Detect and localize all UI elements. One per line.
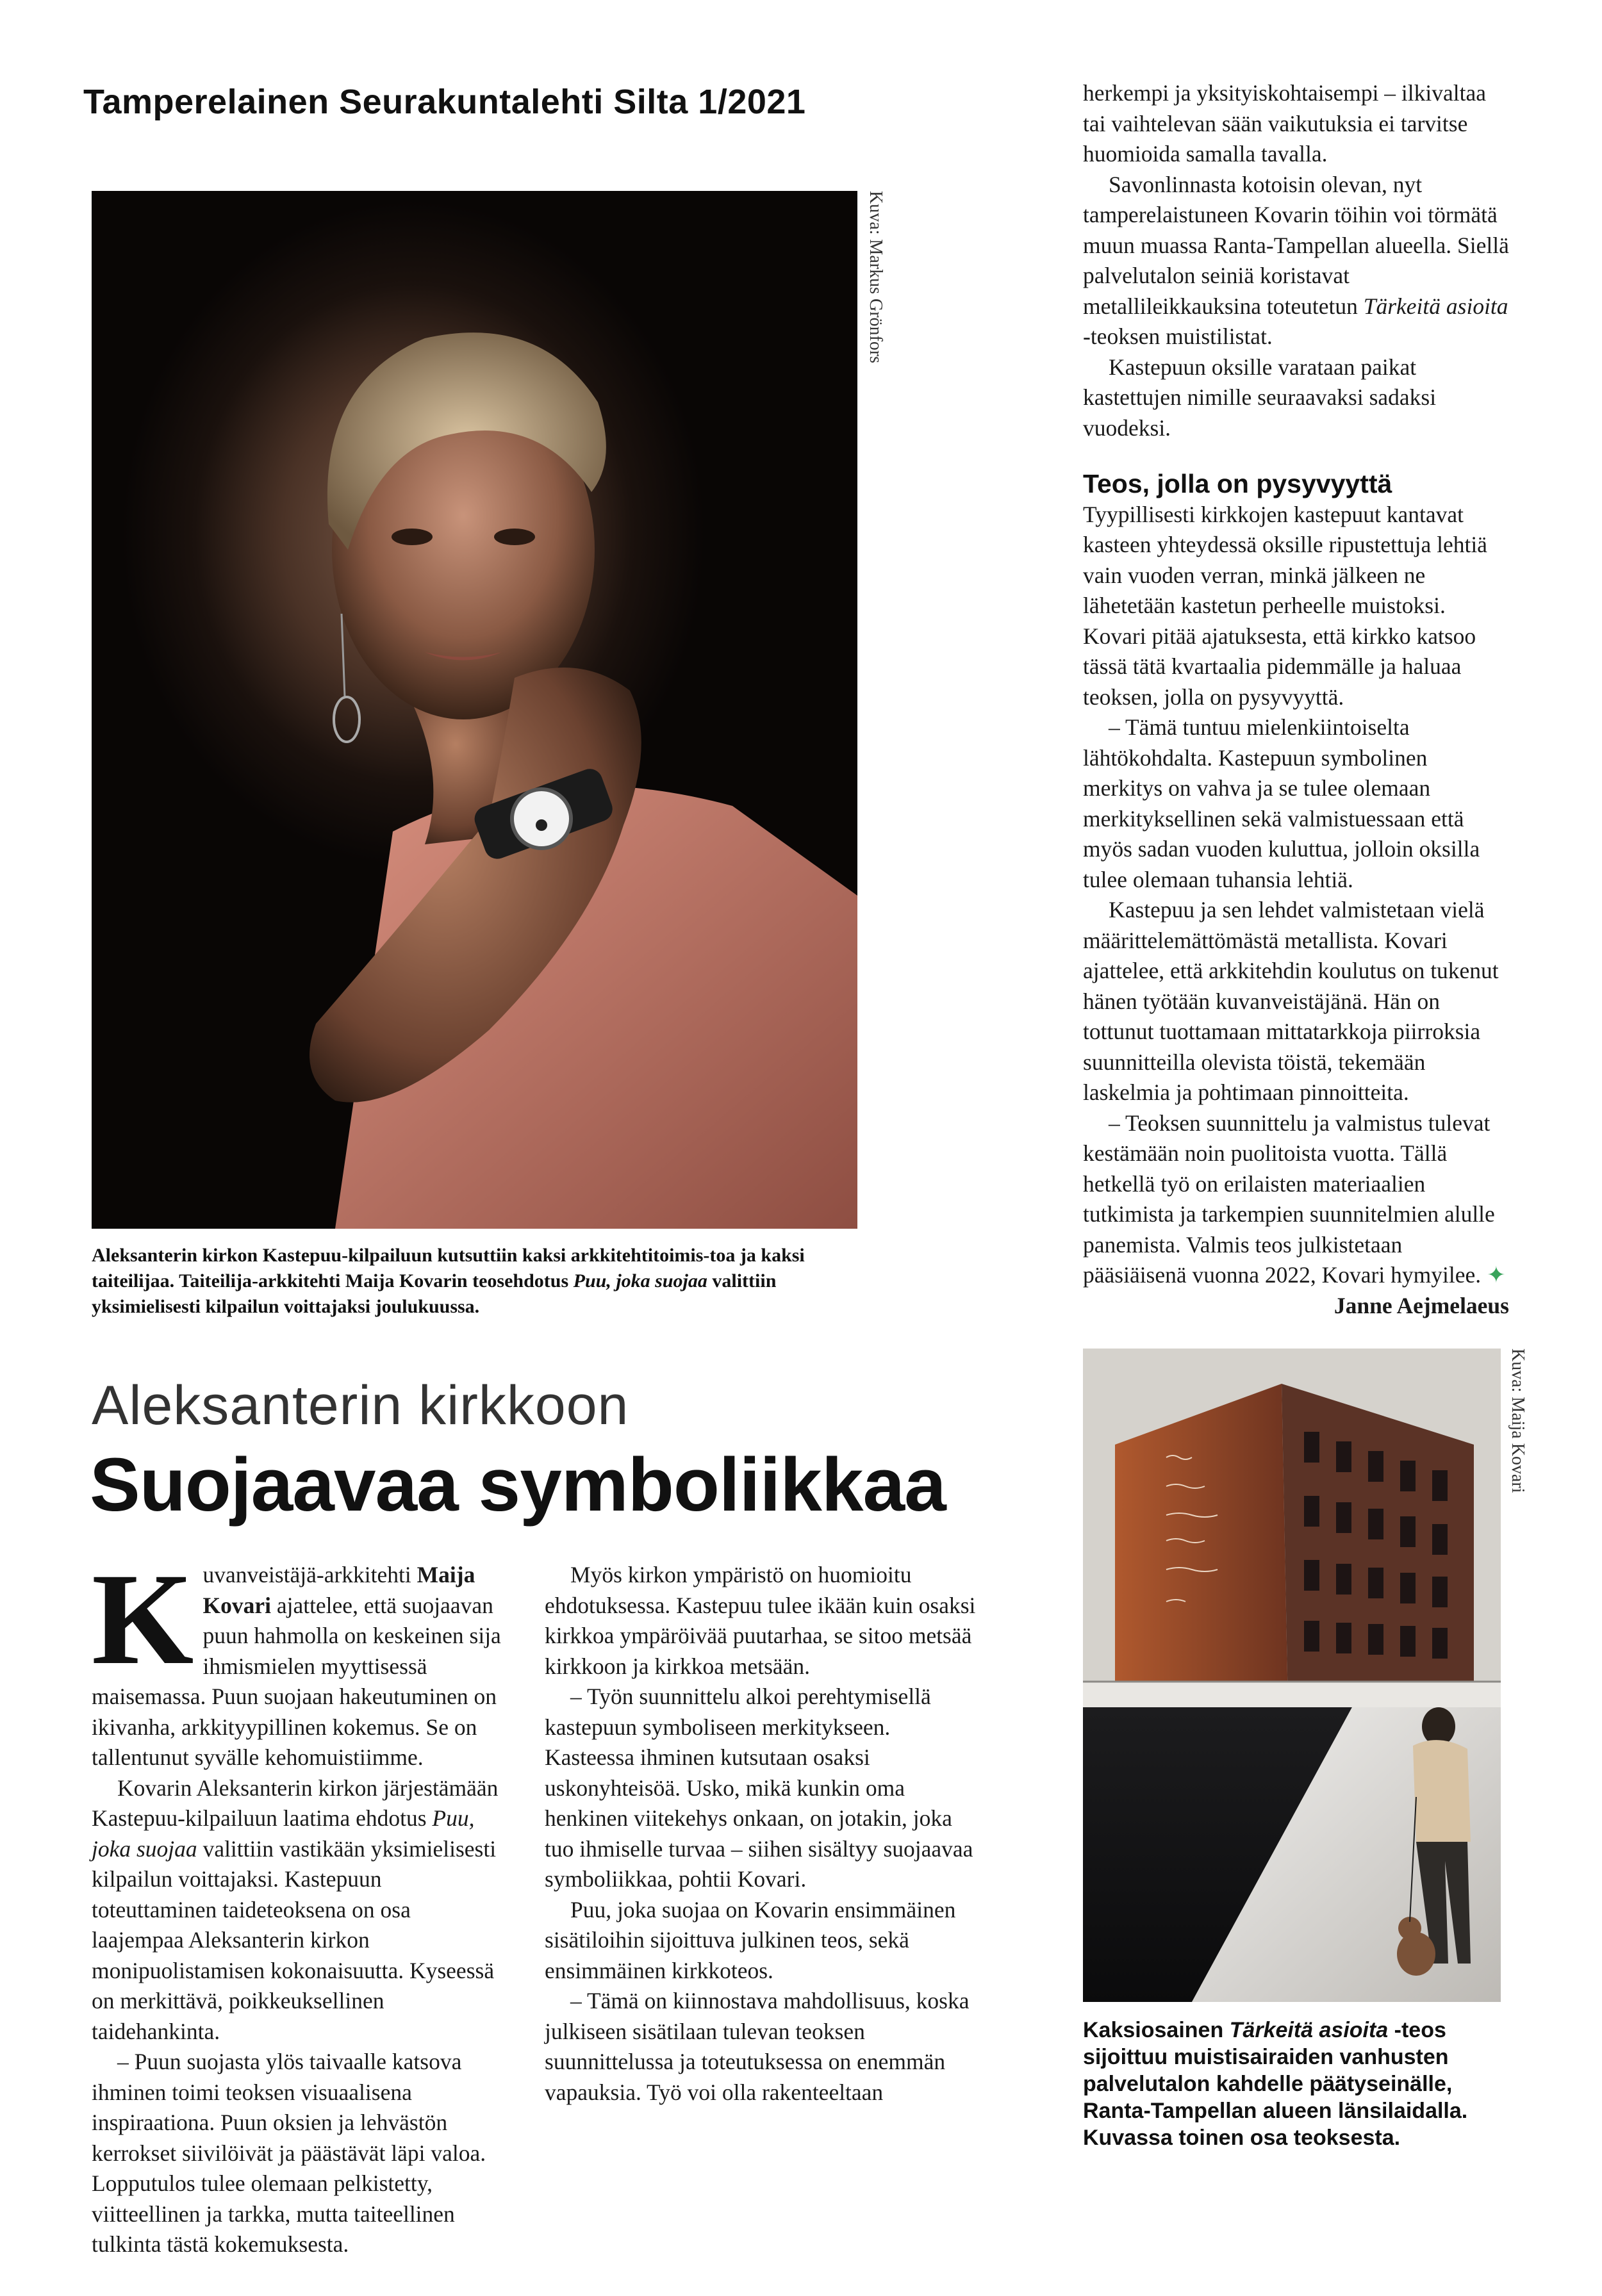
drop-cap: K — [92, 1546, 194, 1692]
section-subheading: Teos, jolla on pysyvyyttä — [1083, 469, 1392, 498]
photo-caption: Aleksanterin kirkon Kastepuu-kilpailuun kutsuttiin kaksi arkkitehtitoimis-toa ja kaksi taiteilijaa. Taiteilija-arkkitehti Maija Kovarin teosehdotus Puu, joka suojaa valittiin yksimielisesti kilpailun voittajaksi joulukuussa. — [92, 1245, 805, 1317]
author-byline: Janne Aejmelaeus — [1334, 1292, 1509, 1318]
article-paragraph: – Tämä tuntuu mielenkiintoiselta lähtökohdalta. Kastepuun symbolinen merkitys on vahva ja se tulee olemaan merkityksellinen sekä valmistuessaan että myös sadan vuoden kuluttua, jolloin oksilla tulee olemaan tuhansia lehtiä. — [1083, 714, 1480, 892]
article-paragraph: Kastepuu ja sen lehdet valmistetaan vielä määrittelemättömästä metallista. Kovari ajattelee, että arkkitehdin koulutus on tukenut hänen työtään kuvanveistäjänä. Hän on tottunut tuottamaan mittatarkkoja piirroksia suunnitteilla olevista töistä, tekemään laskelmia ja pohtimaan pinnoitteita. — [1083, 897, 1499, 1105]
article-paragraph: – Tämä on kiinnostava mahdollisuus, koska julkiseen sisätilaan tulevan teoksen suunnittelussa ja toteutuksessa on enemmän vapauksia. Työ voi olla rakenteeltaan — [545, 1988, 970, 2105]
portrait-illustration — [92, 191, 857, 1229]
article-paragraph: Myös kirkon ympäristö on huomioitu ehdotuksessa. Kastepuu tulee ikään kuin osaksi kirkkoa ympäröivää puutarhaa, se sitoo metsää kirkkoon ja kirkkoa metsään. — [545, 1562, 976, 1679]
article-column-1 — [92, 1546, 505, 2260]
article-paragraph: Kastepuun oksille varataan paikat kastettujen nimille seuraavaksi sadaksi vuodeksi. — [1083, 354, 1437, 441]
article-paragraph: Tyypillisesti kirkkojen kastepuut kantavat kasteen yhteydessä oksille ripustettuja lehtiä vain vuoden verran, minkä jälkeen ne lähetetään kastetun perheelle muistoksi. Kovari pitää ajatuksesta, että kirkko katsoo tässä tätä kvartaalia pidemmälle ja haluaa teoksen, jolla on pysyvyyttä. — [1083, 501, 1487, 710]
photo-credit: Kuva: Markus Grönfors — [866, 191, 886, 364]
building-illustration — [1083, 1349, 1501, 2002]
article-paragraph: – Työn suunnittelu alkoi perehtymisellä kastepuun symboliseen merkitykseen. Kasteessa ihminen kutsutaan osaksi uskonyhteisöä. Usko, mikä kunkin oma henkinen viitekehys onkaan, on jotakin, joka tuo ihmiselle turvaa – siihen sisältyy suojaavaa symboliikkaa, pohtii Kovari. — [545, 1684, 973, 1892]
portrait-photo — [92, 191, 857, 1229]
photo-credit: Kuva: Maija Kovari — [1508, 1349, 1528, 1493]
article-paragraph: Kovarin Aleksanterin kirkon järjestämään Kastepuu-kilpailuun laatima ehdotus Puu, joka suojaa valittiin vastikään yksimielisesti kilpailun voittajaksi. Kastepuun toteuttaminen taideteoksena on osa laajempaa Aleksanterin kirkon monipuolistamisen kokonaisuutta. Kyseessä on merkittävä, poikkeuksellinen taidehankinta. — [92, 1775, 499, 2044]
article-title: Suojaavaa symboliikkaa — [90, 1443, 946, 1527]
article-paragraph: Puu, joka suojaa on Kovarin ensimmäinen sisätiloihin sijoittuva julkinen teos, sekä ensimmäinen kirkkoteos. — [545, 1896, 956, 1983]
article-paragraph: herkempi ja yksityiskohtaisempi – ilkivaltaa tai vaihtelevan sään vaikutuksia ei tarvitse huomioida samalla tavalla. — [1083, 80, 1487, 167]
photo-caption: Kaksiosainen Tärkeitä asioita -teos sijoittuu muistisairaiden vanhusten palvelutalon kahdelle päätyseinälle, Ranta-Tampellan alueen länsilaidalla. Kuvassa toinen osa teoksesta. — [1083, 2018, 1468, 2150]
article-kicker: Aleksanterin kirkkoon — [92, 1375, 629, 1436]
building-photo — [1083, 1349, 1501, 2002]
article-paragraph: – Puun suojasta ylös taivaalle katsova ihminen toimi teoksen visuaalisena inspiraationa. Puun oksien ja lehvästön kerrokset siivilöivät ja päästävät läpi valoa. Lopputulos tulee olemaan pelkistetty, viitteellinen ja tarkka, mutta taiteellinen tulkinta tästä kokemuksesta. — [92, 2049, 486, 2257]
publication-header: Tamperelainen Seurakuntalehti Silta 1/2021 — [83, 83, 806, 121]
article-paragraph: Savonlinnasta kotoisin olevan, nyt tamperelaistuneen Kovarin töihin voi törmätä muun muassa Ranta-Tampellan alueella. Siellä palvelutalon seiniä koristavat metallileikkauksina toteutetun Tärkeitä asioita -teoksen muistilistat. — [1083, 171, 1509, 349]
article-paragraph: Kuvanveistäjä-arkkitehti Maija Kovari ajattelee, että suojaavan puun hahmolla on keskeinen sija ihmismielen myyttisessä maisemassa. Puun suojaan hakeutuminen on ikivanha, arkkityypillinen kokemus. Se on tallentunut syvälle kehomuistiimme. — [92, 1546, 501, 1770]
article-column-2 — [545, 1560, 980, 2108]
article-paragraph: – Teoksen suunnittelu ja valmistus tulevat kestämään noin puolitoista vuotta. Tällä hetkellä työ on erilaisten materiaalien tutkimista ja tarkempien suunnitelmien alulle panemista. Valmis teos julkistetaan pääsiäisenä vuonna 2022, Kovari hymyilee. ✦ — [1083, 1110, 1506, 1288]
end-mark-icon: ✦ — [1486, 1262, 1506, 1288]
article-column-3 — [1083, 78, 1509, 1321]
